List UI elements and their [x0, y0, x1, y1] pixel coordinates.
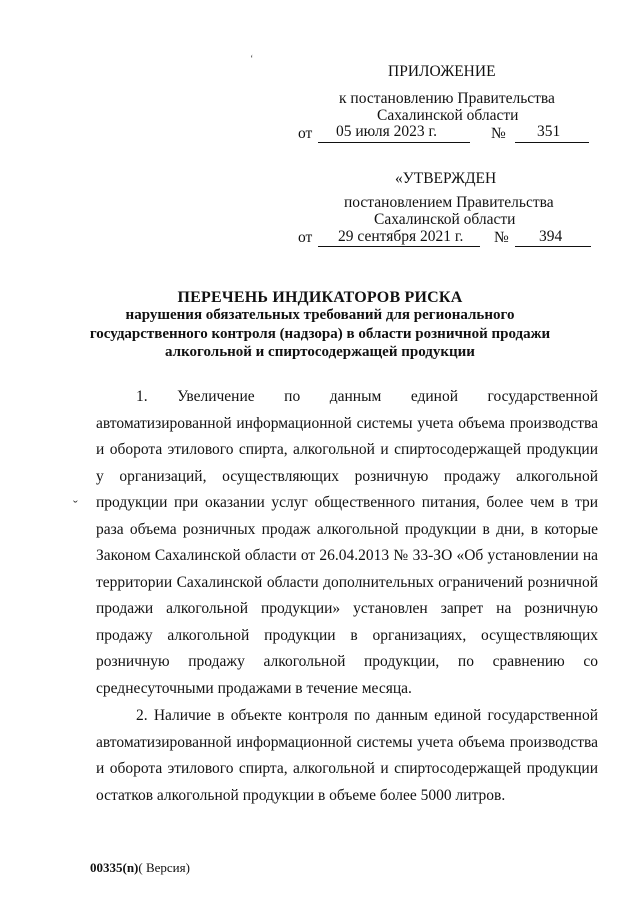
appendix-date: 05 июля 2023 г.: [336, 123, 437, 140]
appendix-date-underline: [318, 142, 470, 143]
subtitle-line-2: государственного контроля (надзора) в области розничной продажи: [89, 325, 551, 342]
document-subtitle: [60, 306, 580, 362]
appendix-line-1: к постановлению Правительства: [339, 90, 555, 107]
footer-code: [90, 860, 190, 876]
approved-title: «УТВЕРЖДЕН: [395, 170, 497, 187]
paragraph-1: 1. Увеличение по данным единой государственной автоматизированной информационной системы учета объема производства и оборота этилового спирта, алкогольной и спиртосодержащей продукции у организаций, осуществляющих розничную продажу алкогольной продукции при оказании услуг общественного питания, более чем в три раза объема розничных продаж алкогольной продукции в дни, в которые Законом Сахалинской области от 26.04.2013 № 33-ЗО «Об установлении на территории Сахалинской области дополнительных ограничений розничной продажи алкогольной продукции» установлен запрет на розничную продажу алкогольной продукции в организациях, осуществляющих розничную продажу алкогольной продукции, по сравнению со среднесуточными продажами в течение месяца.: [96, 388, 598, 697]
approved-date-underline: [318, 246, 480, 247]
approved-from-label: от: [298, 229, 313, 246]
document-code: 00335(n): [90, 860, 139, 875]
appendix-line-2: Сахалинской области: [377, 107, 519, 124]
document-version: ( Версия): [138, 860, 190, 875]
scan-margin-mark: ˇ: [73, 499, 78, 514]
subtitle-line-1: нарушения обязательных требований для регионального: [125, 307, 515, 323]
approved-number-label: №: [494, 229, 509, 246]
document-title: ПЕРЕЧЕНЬ ИНДИКАТОРОВ РИСКА: [177, 289, 463, 306]
approved-line-2: Сахалинской области: [374, 211, 516, 228]
appendix-number-label: №: [491, 125, 506, 142]
appendix-title: ПРИЛОЖЕНИЕ: [388, 63, 496, 80]
appendix-from-label: от: [298, 125, 313, 142]
subtitle-line-3: алкогольной и спиртосодержащей продукции: [165, 344, 475, 360]
approved-line-1: постановлением Правительства: [344, 194, 554, 211]
approved-date: 29 сентября 2021 г.: [338, 228, 464, 245]
appendix-number: 351: [537, 123, 561, 140]
appendix-number-underline: [515, 142, 589, 143]
approved-number: 394: [539, 228, 563, 245]
scan-artifact-mark: ‘: [250, 54, 254, 65]
approved-number-underline: [515, 246, 591, 247]
paragraph-2: 2. Наличие в объекте контроля по данным единой государственной автоматизированной информационной системы учета объема производства и оборота этилового спирта, алкогольной и спиртосодержащей продукции остатков алкогольной продукции в объеме более 5000 литров.: [96, 707, 598, 804]
